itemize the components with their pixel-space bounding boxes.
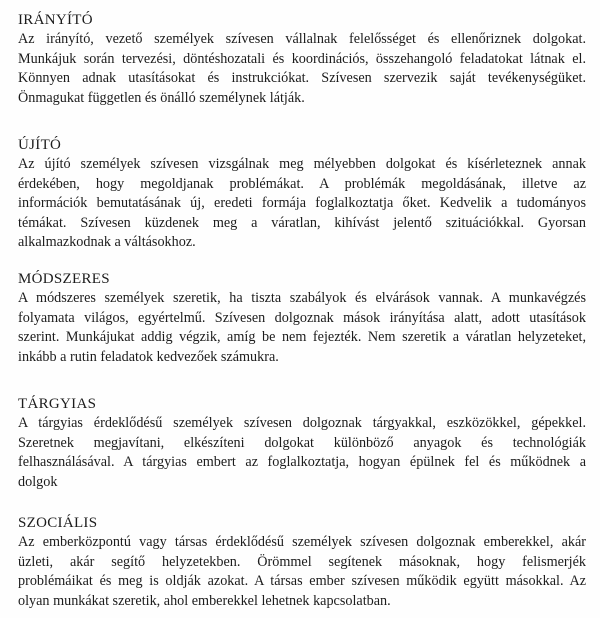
paragraph-line: Szeretnek megjavítani, elkészíteni dolgokat különböző anyagok és technológiák bbox=[18, 434, 586, 451]
paragraph-line: olyan munkákat szeretik, ahol emberekkel lehetnek kapcsolatban. bbox=[18, 592, 391, 609]
paragraph-line: Az emberközpontú vagy társas érdeklődésű személyek szívesen dolgoznak emberekkel, akár bbox=[18, 534, 586, 550]
paragraph-line: Az irányító, vezető személyek szívesen vállalnak felelősséget és ellenőriznek dolgokat. bbox=[18, 31, 586, 47]
section-heading: TÁRGYIAS bbox=[18, 396, 97, 412]
paragraph-line: információk bemutatásának új, eredeti formája foglalkoztatja őket. Kedvelik a tudományos bbox=[18, 195, 586, 212]
paragraph-line: dolgok bbox=[18, 473, 58, 490]
paragraph-line: problémáikat és meg is oldják azokat. A társas ember szívesen működik együtt másokkal. Az bbox=[18, 573, 586, 590]
paragraph-line: felhasználásával. A tárgyias embert az foglalkoztatja, hogyan épülnek fel és működnek a bbox=[18, 454, 586, 471]
paragraph-line: érdekében, hogy megoldjanak problémákat. A problémák megoldásának, illetve az bbox=[18, 175, 586, 192]
section-modszeres bbox=[18, 269, 586, 367]
paragraph-line: alkalmazkodnak a váltásokhoz. bbox=[18, 234, 196, 251]
paragraph-line: Önmagukat független és önálló személynek látják. bbox=[18, 89, 305, 106]
paragraph-line: inkább a rutin feladatok kedvezőek számukra. bbox=[18, 348, 279, 365]
section-heading: IRÁNYÍTÓ bbox=[18, 12, 93, 28]
section-targyias bbox=[18, 394, 586, 492]
paragraph-line: szerint. Munkájukat addig végzik, amíg be nem fejezték. Nem szeretik a váratlan helyzeteket, bbox=[18, 329, 586, 346]
paragraph-line: üzleti, akár segítő helyzetekben. Örömmel segítenek másoknak, hogy felismerjék bbox=[18, 553, 586, 570]
section-heading: SZOCIÁLIS bbox=[18, 515, 98, 531]
section-ujito bbox=[18, 135, 586, 253]
section-iranyito bbox=[18, 10, 586, 108]
section-heading: MÓDSZERES bbox=[18, 271, 110, 287]
paragraph-line: Az újító személyek szívesen vizsgálnak meg mélyebben dolgokat és kísérleteznek annak bbox=[18, 156, 586, 172]
paragraph-line: folyamata világos, egyértelmű. Szívesen dolgoznak mások irányítása alatt, adott utasítások bbox=[18, 309, 586, 326]
paragraph-line: A tárgyias érdeklődésű személyek szívesen dolgoznak tárgyakkal, eszközökkel, gépekkel. bbox=[18, 415, 586, 431]
paragraph-line: Munkájuk során tervezési, döntéshozatali és koordinációs, összehangoló feladatokat látnak el. bbox=[18, 50, 586, 67]
section-heading: ÚJÍTÓ bbox=[18, 137, 62, 153]
paragraph-line: témákat. Szívesen küzdenek meg a váratlan, kihívást jelentő szituációkkal. Gyorsan bbox=[18, 214, 586, 231]
section-szocialis bbox=[18, 513, 586, 611]
paragraph-line: A módszeres személyek szeretik, ha tiszta szabályok és elvárások vannak. A munkavégzés bbox=[18, 290, 586, 306]
paragraph-line: Könnyen adnak utasításokat és instrukciókat. Szívesen szervezik saját tevékenységüket. bbox=[18, 70, 586, 87]
